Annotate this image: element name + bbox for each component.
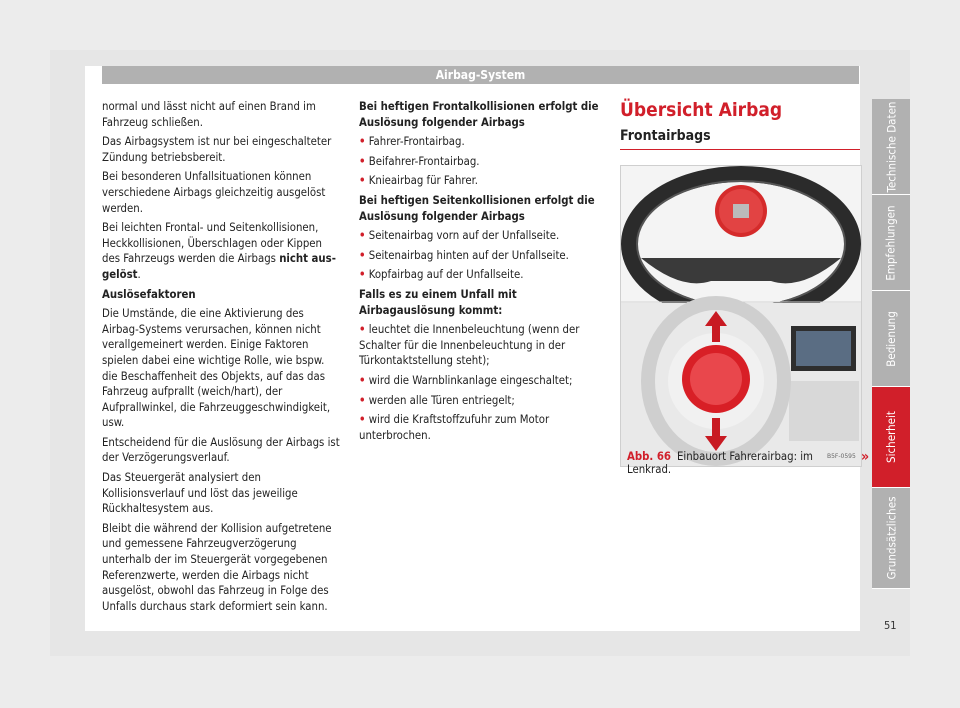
list-item — [359, 248, 604, 264]
list-item — [359, 173, 604, 189]
bullet-icon: • — [359, 393, 366, 407]
bullet-icon: • — [359, 135, 366, 149]
paragraph: Entscheidend für die Auslösung der Airbags ist der Verzögerungsverlauf. — [102, 435, 340, 465]
tab-technische-daten[interactable] — [872, 99, 910, 195]
list-item-text: wird die Warnblinkanlage eingeschaltet; — [368, 373, 573, 387]
paragraph: Das Steuergerät analysiert den Kollisionsverlauf und löst das jeweilige Rückhaltesystem aus. — [102, 471, 298, 516]
list-item-text: Beifahrer-Frontairbag. — [368, 154, 480, 168]
list-item — [359, 412, 604, 443]
figure-caption — [627, 450, 859, 476]
list-item — [359, 267, 604, 283]
list-item-text: leuchtet die Innenbeleuchtung (wenn der Schalter für die Innenbeleuchtung in der Türkontaktstellung steht); — [359, 323, 580, 368]
list-item-text: Kopfairbag auf der Unfallseite. — [368, 268, 524, 282]
bullet-icon: • — [359, 229, 366, 243]
tab-bedienung[interactable] — [872, 291, 910, 387]
paragraph-text: Bei leichten Frontal- und Seitenkollisionen, Heckkollisionen, Überschlagen oder Kippen des Fahrzeugs werden die Airbags — [102, 221, 322, 266]
list-item — [359, 373, 604, 389]
tab-grundsaetzliches[interactable] — [872, 488, 910, 589]
list-item-text: Seitenairbag vorn auf der Unfallseite. — [368, 229, 560, 243]
continue-arrow-icon: » — [861, 449, 870, 465]
list-item — [359, 134, 604, 150]
tab-label: Empfehlungen — [884, 204, 898, 281]
column-right — [620, 99, 860, 162]
section-heading: Auslösefaktoren — [102, 287, 196, 301]
caption-text: Einbauort Fahrerairbag: im Lenkrad. — [627, 450, 813, 476]
figure-code: B5F-0595 — [827, 453, 856, 460]
column-left — [102, 99, 342, 618]
steering-wheel-illustration — [621, 166, 861, 466]
airbag-figure — [620, 165, 862, 467]
caption-label: Abb. 66 — [627, 450, 671, 463]
list-item-text: Fahrer-Frontairbag. — [368, 135, 465, 149]
tab-label: Bedienung — [884, 310, 898, 367]
bullet-icon: • — [359, 248, 366, 262]
section-title: Übersicht Airbag — [620, 99, 783, 121]
list-item-text: werden alle Türen entriegelt; — [368, 393, 515, 407]
list-item — [359, 393, 604, 409]
tab-sicherheit[interactable] — [872, 387, 910, 488]
chapter-header: Airbag-System — [102, 66, 859, 84]
paragraph: Bei besonderen Unfallsituationen können verschiedene Airbags gleichzeitig ausgelöst werden. — [102, 170, 326, 215]
bullet-list-side — [359, 228, 604, 283]
paragraph: normal und lässt nicht auf einen Brand im Fahrzeug schließen. — [102, 100, 316, 129]
list-item-text: Seitenairbag hinten auf der Unfallseite. — [368, 248, 569, 262]
bullet-icon: • — [359, 154, 366, 168]
list-item-text: wird die Kraftstoffzufuhr zum Motor unterbrochen. — [359, 413, 550, 442]
emphasis-text: nicht aus-gelöst — [102, 252, 336, 281]
list-item-text: Knieairbag für Fahrer. — [368, 174, 478, 188]
paragraph-text-end: . — [137, 267, 141, 281]
tab-label: Grundsätzliches — [884, 496, 898, 580]
bullet-icon: • — [359, 268, 366, 282]
bullet-icon: • — [359, 373, 366, 387]
bullet-icon: • — [359, 174, 366, 188]
section-heading: Bei heftigen Frontalkollisionen erfolgt die Auslösung folgender Airbags — [359, 100, 599, 129]
paragraph — [102, 220, 342, 282]
section-heading: Bei heftigen Seitenkollisionen erfolgt die Auslösung folgender Airbags — [359, 193, 595, 223]
tab-label: Sicherheit — [884, 411, 898, 463]
bullet-icon: • — [359, 413, 366, 427]
list-item — [359, 154, 604, 170]
paragraph: Das Airbagsystem ist nur bei eingeschalteter Zündung betriebsbereit. — [102, 135, 332, 164]
subsection-title: Frontairbags — [620, 129, 860, 150]
tab-empfehlungen[interactable] — [872, 195, 910, 291]
bullet-icon: • — [359, 323, 366, 337]
paragraph: Bleibt die während der Kollision aufgetretene und gemessene Fahrzeugverzögerung unterhalb der im Steuergerät vorgegebenen Referenzwerte, werden die Airbags nicht ausgelöst, obwohl das Fahrzeug in Folge des Unfalls durchaus stark deformiert sein kann. — [102, 521, 332, 613]
tab-label: Technische Daten — [884, 101, 898, 192]
list-item — [359, 228, 604, 244]
bullet-list-accident — [359, 322, 604, 443]
bullet-list-front — [359, 134, 604, 189]
section-heading: Falls es zu einem Unfall mit Airbagauslösung kommt: — [359, 287, 517, 317]
column-middle — [359, 99, 604, 447]
page-number: 51 — [884, 619, 897, 632]
paragraph: Die Umstände, die eine Aktivierung des Airbag-Systems verursachen, können nicht verallgemeinert werden. Einige Faktoren spielen dabei eine wichtige Rolle, wie bspw. die Beschaffenheit des Objekts, auf das das Fahrzeug aufprallt (weich/hart), der Aufprallwinkel, die Fahrzeuggeschwindigkeit, usw. — [102, 307, 331, 430]
list-item — [359, 322, 604, 369]
